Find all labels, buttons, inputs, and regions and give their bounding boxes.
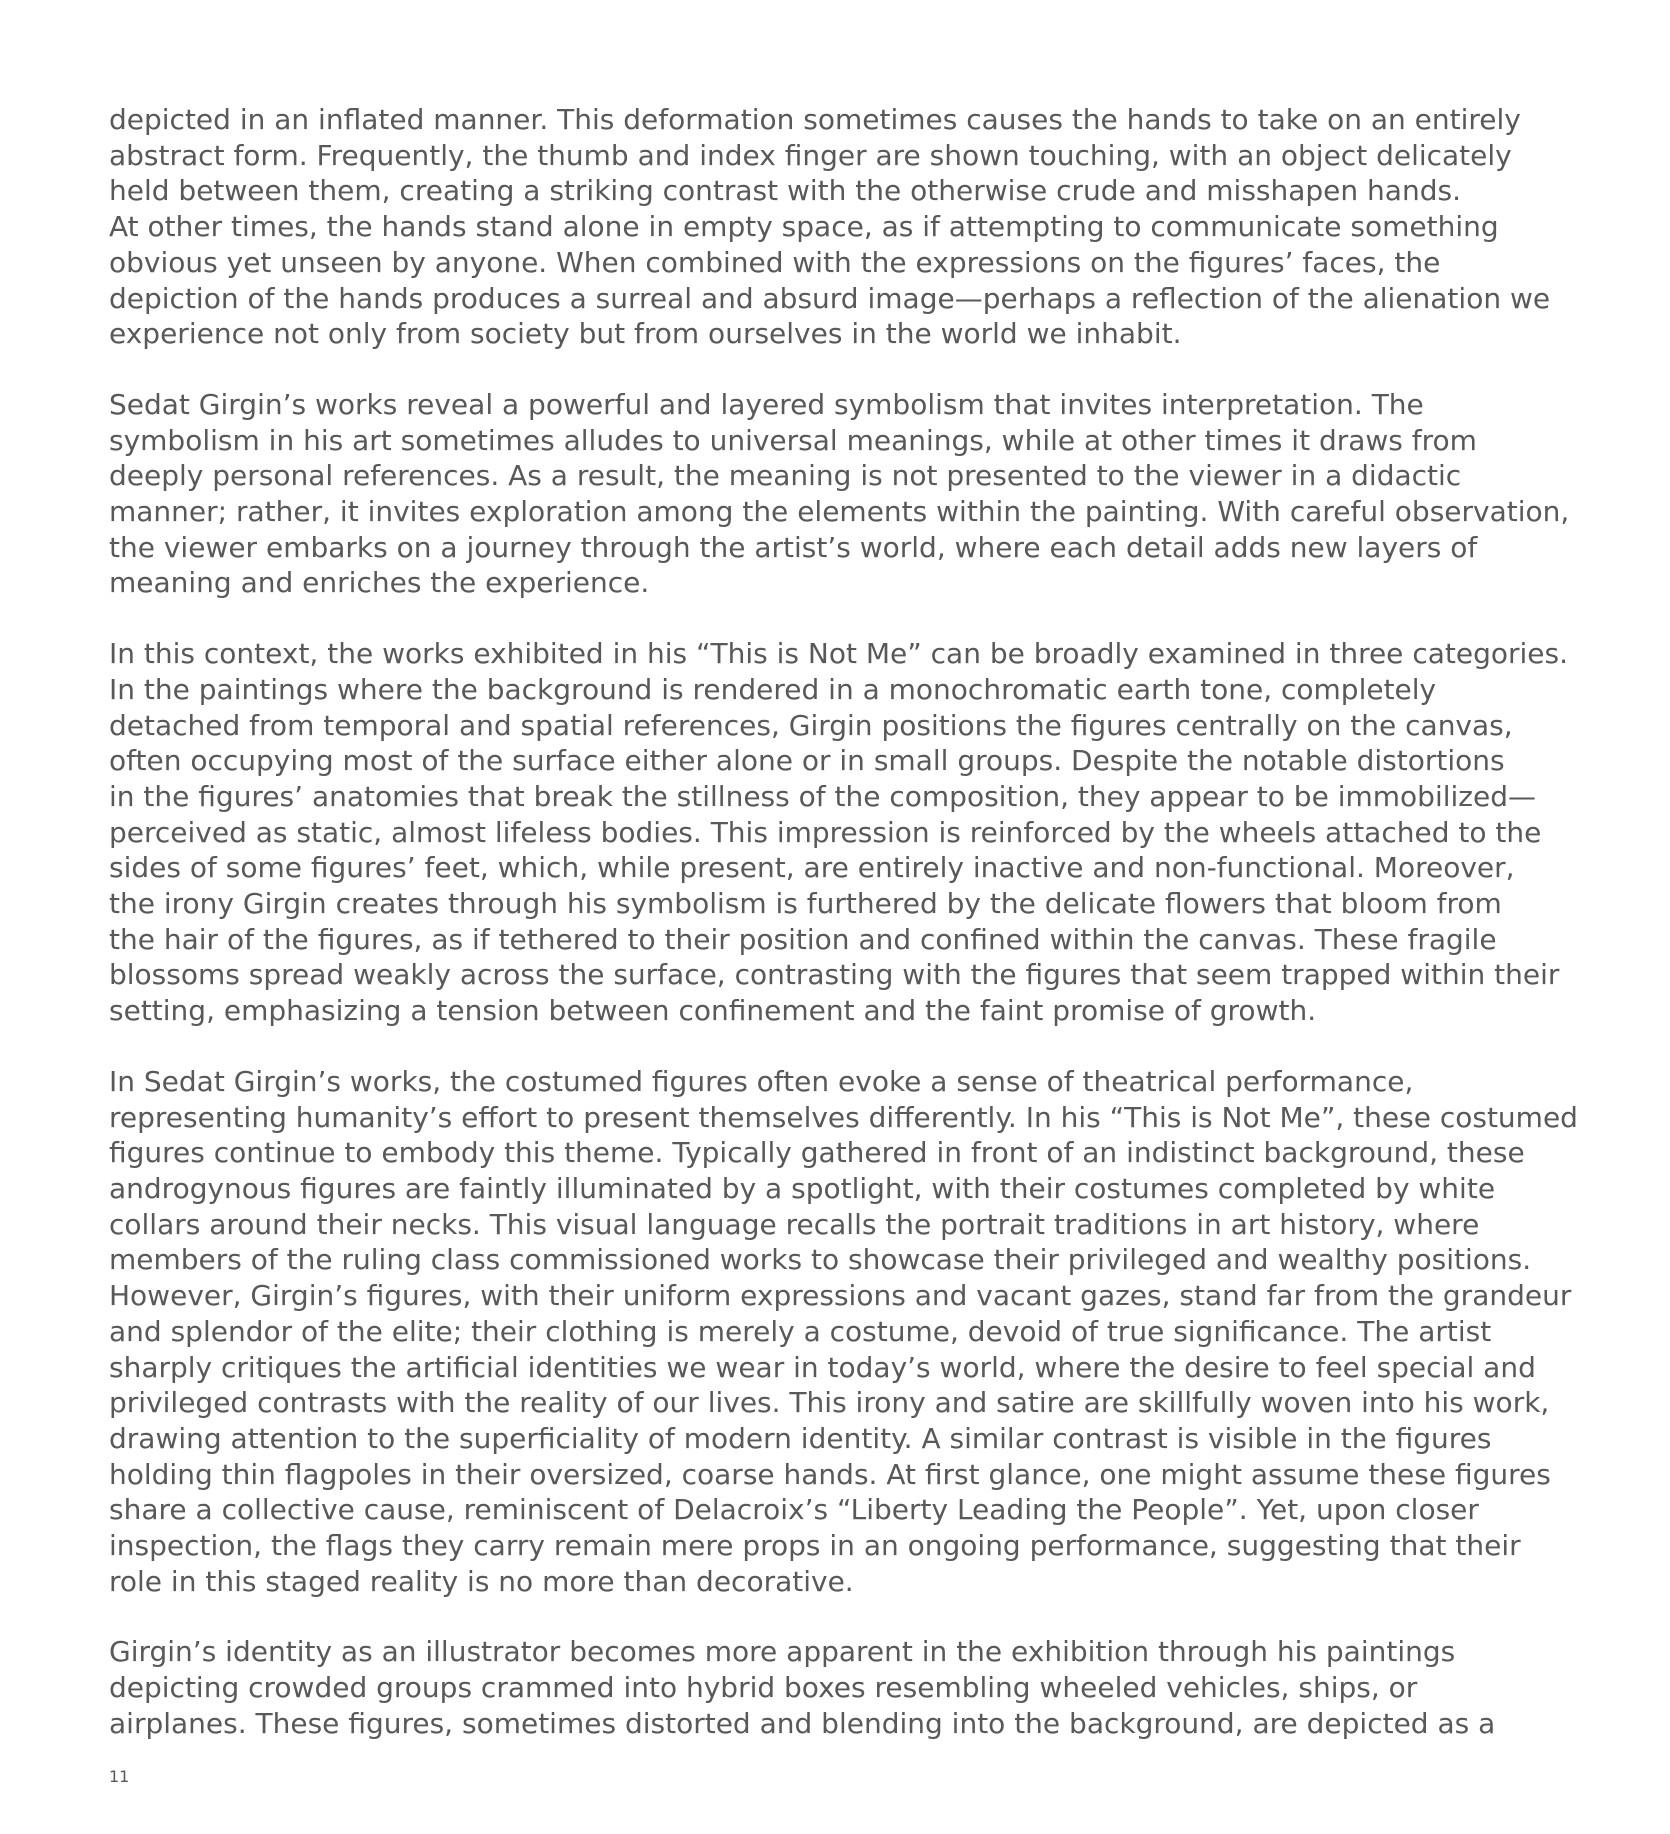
- text-line: manner; rather, it invites exploration among the elements within the painting. With careful observation,: [109, 495, 1570, 529]
- text-line: held between them, creating a striking contrast with the otherwise crude and misshapen hands.: [109, 174, 1461, 208]
- text-line: However, Girgin’s figures, with their uniform expressions and vacant gazes, stand far from the grandeur: [109, 1279, 1572, 1313]
- text-line: blossoms spread weakly across the surface, contrasting with the figures that seem trapped within their: [109, 958, 1560, 992]
- text-line: role in this staged reality is no more than decorative.: [109, 1564, 854, 1598]
- text-line: the irony Girgin creates through his symbolism is furthered by the delicate flowers that bloom from: [109, 887, 1502, 921]
- text-line: inspection, the flags they carry remain mere props in an ongoing performance, suggesting that their: [109, 1529, 1521, 1563]
- text-line: airplanes. These figures, sometimes distorted and blending into the background, are depicted as a: [109, 1706, 1496, 1740]
- text-line: obvious yet unseen by anyone. When combined with the expressions on the figures’ faces, the: [109, 245, 1441, 279]
- text-line: In this context, the works exhibited in his “This is Not Me” can be broadly examined in three categories.: [109, 637, 1568, 671]
- text-line: representing humanity’s effort to present themselves differently. In his “This is Not Me”, these costumed: [109, 1100, 1578, 1134]
- body-text: [109, 102, 1579, 1777]
- text-line: deeply personal references. As a result, the meaning is not presented to the viewer in a didactic: [109, 459, 1462, 493]
- text-line: holding thin flagpoles in their oversized, coarse hands. At first glance, one might assume these figures: [109, 1457, 1551, 1491]
- text-line: privileged contrasts with the reality of our lives. This irony and satire are skillfully woven into his work,: [109, 1386, 1550, 1420]
- text-line: Girgin’s identity as an illustrator becomes more apparent in the exhibition through his paintings: [109, 1635, 1456, 1669]
- paragraph: [109, 1634, 1579, 1741]
- text-line: perceived as static, almost lifeless bodies. This impression is reinforced by the wheels attached to the: [109, 815, 1542, 849]
- text-line: experience not only from society but from ourselves in the world we inhabit.: [109, 317, 1182, 351]
- text-line: In Sedat Girgin’s works, the costumed figures often evoke a sense of theatrical performance,: [109, 1064, 1414, 1098]
- text-line: members of the ruling class commissioned works to showcase their privileged and wealthy positions.: [109, 1243, 1532, 1277]
- paragraph: [109, 636, 1579, 1029]
- text-line: setting, emphasizing a tension between confinement and the faint promise of growth.: [109, 994, 1317, 1028]
- text-line: the hair of the figures, as if tethered to their position and confined within the canvas. These fragile: [109, 922, 1497, 956]
- text-line: At other times, the hands stand alone in empty space, as if attempting to communicate something: [109, 210, 1499, 244]
- text-line: androgynous figures are faintly illuminated by a spotlight, with their costumes completed by white: [109, 1171, 1496, 1205]
- paragraph: [109, 1064, 1579, 1600]
- text-line: In the paintings where the background is rendered in a monochromatic earth tone, completely: [109, 672, 1437, 706]
- text-line: in the figures’ anatomies that break the stillness of the composition, they appear to be immobilized—: [109, 779, 1536, 813]
- text-line: symbolism in his art sometimes alludes to universal meanings, while at other times it draws from: [109, 423, 1477, 457]
- text-line: sides of some figures’ feet, which, while present, are entirely inactive and non-functional. Moreover,: [109, 851, 1515, 885]
- text-line: often occupying most of the surface either alone or in small groups. Despite the notable distortions: [109, 744, 1505, 778]
- text-line: detached from temporal and spatial references, Girgin positions the figures centrally on the canvas,: [109, 708, 1513, 742]
- text-line: collars around their necks. This visual language recalls the portrait traditions in art history, where: [109, 1207, 1480, 1241]
- text-line: share a collective cause, reminiscent of Delacroix’s “Liberty Leading the People”. Yet, upon closer: [109, 1493, 1479, 1527]
- paragraph: [109, 387, 1579, 601]
- text-line: sharply critiques the artificial identities we wear in today’s world, where the desire to feel special and: [109, 1350, 1536, 1384]
- text-line: meaning and enriches the experience.: [109, 566, 650, 600]
- paragraph: [109, 102, 1579, 352]
- text-line: and splendor of the elite; their clothing is merely a costume, devoid of true significance. The artist: [109, 1314, 1492, 1348]
- text-line: depicting crowded groups crammed into hybrid boxes resembling wheeled vehicles, ships, or: [109, 1671, 1418, 1705]
- text-line: Sedat Girgin’s works reveal a powerful and layered symbolism that invites interpretation. The: [109, 387, 1424, 421]
- text-line: the viewer embarks on a journey through the artist’s world, where each detail adds new layers of: [109, 530, 1478, 564]
- text-line: depicted in an inflated manner. This deformation sometimes causes the hands to take on an entirely: [109, 103, 1521, 136]
- text-line: abstract form. Frequently, the thumb and index finger are shown touching, with an object delicately: [109, 138, 1512, 172]
- page-number: 11: [109, 1767, 130, 1786]
- text-line: figures continue to embody this theme. Typically gathered in front of an indistinct background, these: [109, 1136, 1525, 1170]
- text-line: depiction of the hands produces a surreal and absurd image—perhaps a reflection of the alienation we: [109, 281, 1551, 315]
- text-line: drawing attention to the superficiality of modern identity. A similar contrast is visible in the figures: [109, 1421, 1492, 1455]
